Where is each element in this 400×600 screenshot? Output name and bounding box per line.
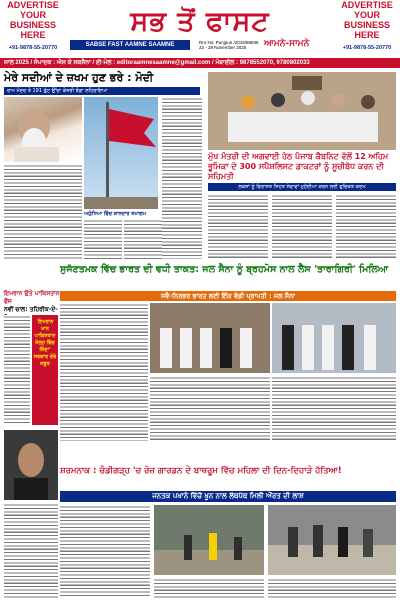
crime-text-col2: [154, 578, 264, 598]
masthead: [64, 0, 336, 58]
crime-text-col3: [268, 578, 396, 598]
lead-small-headline: ਅਯੁੱਧਿਆ ਵਿੱਚ ਸ਼ਾਨਦਾਰ ਸਮਾਗਮ: [84, 211, 147, 217]
lead-subhead: ਰਾਮ ਮੰਦਰ ਤੇ 191 ਫੁੱਟ ਉੱਚਾ ਕੇਸਰੀ ਝੰਡਾ ਲਹਿਰਾਇਆ: [4, 87, 200, 95]
imran-headline-line2: ਨਵੀਂ ਚਾਲ: ਤਹਿਰੀਕ-ਏ-: [4, 306, 58, 313]
army-text-col3: [272, 376, 396, 441]
ad-right-line1: ADVERTISE: [341, 0, 393, 10]
crime-photo-1-art: [154, 505, 264, 575]
imran-text-col2: [4, 503, 58, 598]
masthead-reg-line1: Rnr No: Punjpun /2015/88836: [199, 40, 259, 45]
cabinet-subbar: ਲਕਸ਼ਾਂ ਨੂੰ ਵਿਰਾਸਤ ਸਿਹਤ ਸੇਵਾਵਾਂ ਮੁਹੱਈਆ ਕਰਨ ਲਈ ਵੁਚਿਕਤ ਕਦਮ: [208, 183, 396, 191]
info-bar: ਸਾਲ 2025 / ਸੰਪਾਦਕ : ਐਸ ਕੇ ਸਕਸੈਨਾ / ਈ-ਮੇਲ : editoraamnesaamne@gmail.com / ਮੋਬਾਈਲ : 9878552070, 9780802033: [0, 58, 400, 68]
masthead-reg-line2: 22 - 28 November 2025: [199, 45, 247, 50]
flag-photo: [84, 97, 158, 209]
imran-text-col: [4, 315, 30, 425]
crime-banner: ਜਨਤਕ ਪਖਾਨੇ ਵਿੱਚੋਂ ਖੂਨ ਨਾਲ ਲੱਥਪੱਥ ਮਿਲੀ ਔਰਤ ਦੀ ਲਾਸ਼: [60, 491, 396, 502]
modi-photo: [4, 97, 82, 162]
crime-headline: ਸ਼ਰਮਨਾਕ : ਚੰਡੀਗੜ੍ਹ 'ਚ ਰੋਜ਼ ਗਾਰਡਨ ਦੇ ਬਾਥਰੂਮ ਵਿੱਚ ਮਹਿਲਾ ਦੀ ਦਿਨ-ਦਿਹਾੜੇ ਹੱਤਿਆ!: [60, 466, 342, 476]
cabinet-photo: [208, 72, 396, 150]
army-photo-1-art: [150, 303, 270, 373]
ad-left-phone: +91-9878-55-20770: [8, 45, 58, 51]
crime-text-col: [60, 505, 150, 598]
modi-photo-art: [4, 97, 82, 162]
cabinet-text-col3: [336, 194, 396, 259]
lead-headline: ਮੇਰੇ ਸਦੀਆਂ ਦੇ ਜ਼ਖਮ ਹੁਣ ਭਰੇ : ਮੋਦੀ: [4, 71, 154, 84]
masthead-punjabi-sub: ਆਮਨੇ-ਸਾਮਨੇ: [264, 39, 310, 49]
army-photo-2-art: [272, 303, 396, 373]
lead-text-col2: [84, 219, 122, 259]
crime-photo-1: [154, 505, 264, 575]
masthead-english-sub: SABSE FAST AAMNE SAAMNE: [70, 40, 190, 50]
ad-left-line4: HERE: [20, 30, 46, 40]
army-headline: ਸੁਜੱਣਤਮਕ ਵਿੱਚ ਭਾਰਤ ਦੀ ਵਧੀ ਤਾਕਤ: ਜਲ ਸੈਨਾ ਨੂੰ ਬ੍ਰਹਮੋਸ ਨਾਲ ਲੈਸ 'ਤਾਰਾਗਿਰੀ' ਮਿਲਿਆ: [60, 264, 389, 275]
cabinet-text-col2: [272, 194, 332, 259]
lead-text-col1: [4, 164, 82, 259]
imran-headline-line1: ਇਮਰਾਨ ਉਤੇ ਪਾਕਿਸਤਾਨ ਫੌਜ: [4, 290, 60, 305]
ad-left-line1: ADVERTISE: [7, 0, 59, 10]
army-photo-1: [150, 303, 270, 373]
cabinet-photo-art: [208, 72, 396, 150]
imran-quote-box: 'ਇਮਰਾਨ ਖਾਨ ਪਾਕਿਸਤਾਨ ਜੇਲ੍ਹ ਵਿੱਚ ਜਿੰਦਾ' ਸਰਕਾਰ ਦੇਵੇ ਸਬੂਤ: [32, 315, 58, 425]
ad-left-line2: YOUR: [19, 10, 46, 20]
army-photo-2: [272, 303, 396, 373]
cabinet-headline: ਮੁੱਖ ਮੰਤਰੀ ਦੀ ਅਗਵਾਈ ਹੇਠ ਪੰਜਾਬ ਕੈਬਨਿਟ ਵੱਲੋਂ 12 ਅਹਿਮ ਭੂਮਿਕਾ ਦੇ 300 ਸਪੈਸ਼ਲਿਸਟ ਡਾਕਟਰਾਂ ਨੂੰ ਸੂਚੀਬੱਧ ਕਰਨ ਦੀ ਸਹਿਮਤੀ: [208, 152, 389, 181]
ad-left: [2, 0, 64, 58]
army-text-col: [60, 303, 148, 441]
crime-photo-2: [268, 505, 396, 575]
lead-text-col3: [124, 219, 162, 259]
masthead-reg: [199, 40, 259, 50]
ad-right-phone: +91-9878-55-20770: [342, 45, 392, 51]
ad-right-line3: BUSINESS: [343, 20, 390, 30]
ad-left-line3: BUSINESS: [9, 20, 56, 30]
crime-photo-2-art: [268, 505, 396, 575]
ad-right: [336, 0, 398, 58]
ad-right-line4: HERE: [354, 30, 380, 40]
masthead-title: ਸਭ ਤੋਂ ਫਾਸਟ: [130, 6, 270, 37]
imran-photo-art: [4, 430, 58, 500]
army-banner: ਸਵੈ-ਨਿਰਭਰ ਭਾਰਤ ਲਈ ਇੱਕ ਵੱਡੀ ਪ੍ਰਾਪਤੀ : ਜਲ ਸੈਨਾ: [60, 291, 396, 301]
cabinet-text-col1: [208, 194, 268, 259]
flag-photo-art: [84, 97, 158, 209]
lead-text-col4: [162, 97, 202, 259]
ad-right-line2: YOUR: [353, 10, 380, 20]
army-text-col2: [150, 376, 270, 441]
imran-photo: [4, 430, 58, 500]
